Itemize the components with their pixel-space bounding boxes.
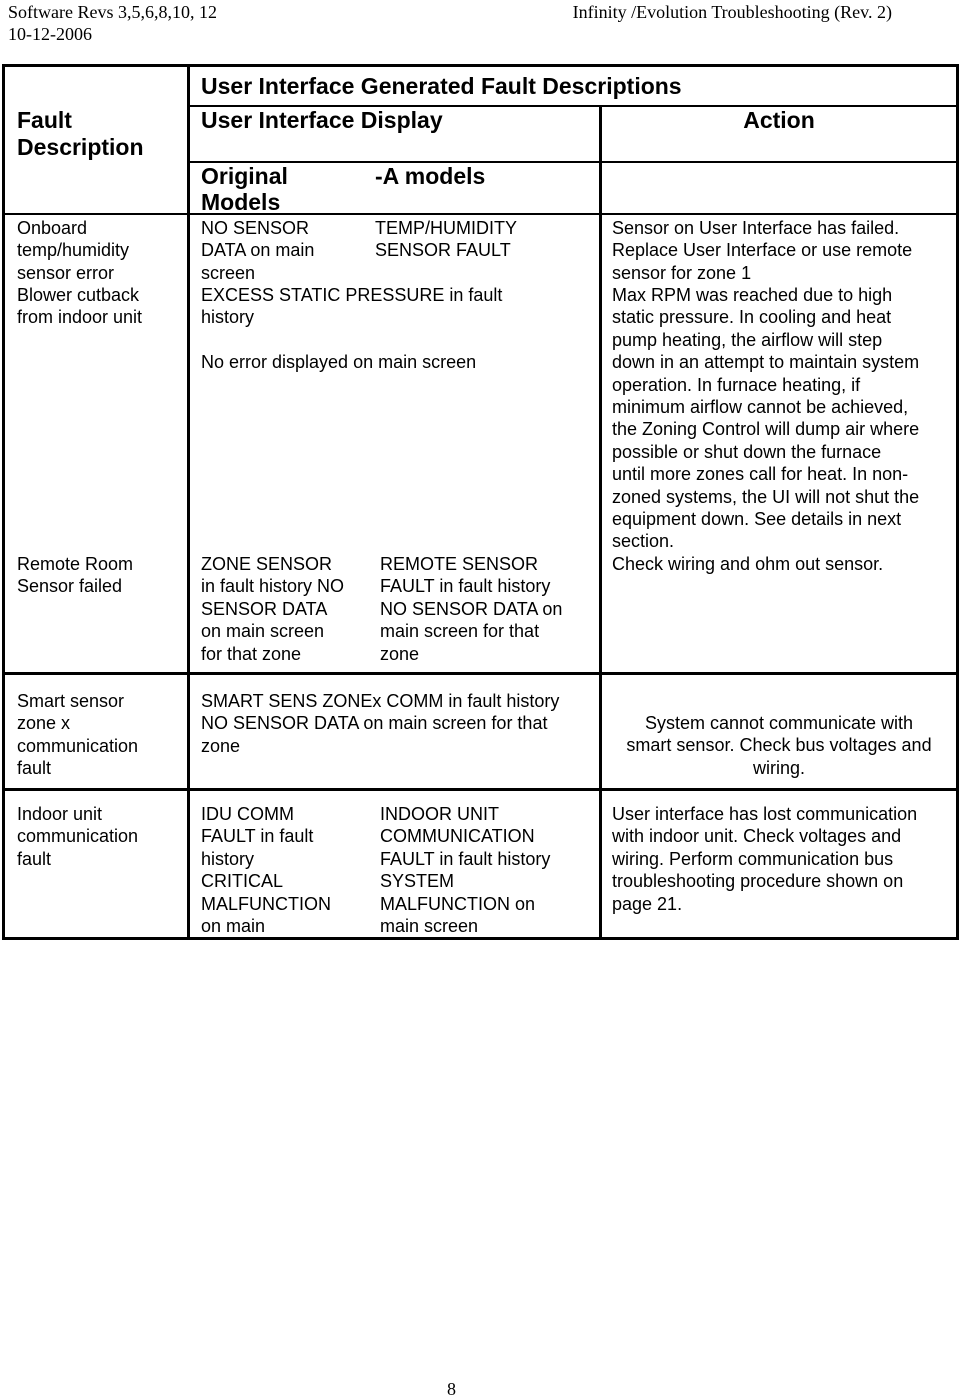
row-onboard-a-models-display: TEMP/HUMIDITY SENSOR FAULT [375,218,517,261]
row-indoor-unit-action: User interface has lost communication with indoor unit. Check voltages and wiring. Perform communication bus troubleshooting procedure shown on page 21. [612,804,918,914]
column-header-fault-description: Fault Description [17,107,144,160]
row-blower-display: EXCESS STATIC PRESSURE in fault history No error displayed on main screen [201,285,503,373]
row-indoor-unit-fault: Indoor unit communication fault [17,804,139,869]
subheader-row-border [5,213,956,215]
row-blower-fault: Blower cutback from indoor unit [17,285,143,328]
column-header-action: Action [743,107,815,133]
row-smart-sensor-display: SMART SENS ZONEx COMM in fault history NO SENSOR DATA on main screen for that zone [201,691,560,756]
header-document-title: Infinity /Evolution Troubleshooting (Rev. 2) [572,2,892,22]
row-onboard-fault: Onboard temp/humidity sensor error [17,218,130,283]
header-row-border [190,161,956,163]
row-onboard-original-display: NO SENSOR DATA on main screen [201,218,315,283]
subheader-a-models: -A models [375,163,486,189]
column-header-ui-display: User Interface Display [201,107,443,133]
indoor-unit-row-top-border [5,788,956,791]
header-software-revs: Software Revs 3,5,6,8,10, 12 [8,2,217,22]
page-number: 8 [447,1379,456,1399]
row-onboard-action: Sensor on User Interface has failed. Replace User Interface or use remote sensor for zone 1 [612,218,913,283]
smart-sensor-row-top-border [5,672,956,675]
col-divider-fault [187,67,190,937]
header-date: 10-12-2006 [8,24,92,44]
row-smart-sensor-fault: Smart sensor zone x communication fault [17,691,139,779]
table-title: User Interface Generated Fault Descriptions [201,73,682,99]
fault-descriptions-table [2,64,959,940]
row-remote-sensor-action: Check wiring and ohm out sensor. [612,554,884,574]
row-remote-sensor-a-models-display: REMOTE SENSOR FAULT in fault history NO SENSOR DATA on main screen for that zone [380,554,563,664]
row-smart-sensor-action: System cannot communicate with smart sensor. Check bus voltages and wiring. [626,713,932,778]
subheader-original-models: Original Models [201,163,288,215]
row-remote-sensor-fault: Remote Room Sensor failed [17,554,134,597]
row-remote-sensor-original-display: ZONE SENSOR in fault history NO SENSOR DATA on main screen for that zone [201,554,345,664]
col-divider-action [599,107,602,937]
row-blower-action: Max RPM was reached due to high static pressure. In cooling and heat pump heating, the airflow will step down in an attempt to maintain system operation. In furnace heating, if minimum airflow cannot be achieved, the Zoning Control will dump air where possible or shut down the furnace until more zones call for heat. In non- zoned systems, the UI will not shut the equipment down. See details in next section. [612,285,920,552]
row-indoor-unit-a-models-display: INDOOR UNIT COMMUNICATION FAULT in fault history SYSTEM MALFUNCTION on main screen [380,804,551,937]
row-indoor-unit-original-display: IDU COMM FAULT in fault history CRITICAL MALFUNCTION on main [201,804,331,937]
